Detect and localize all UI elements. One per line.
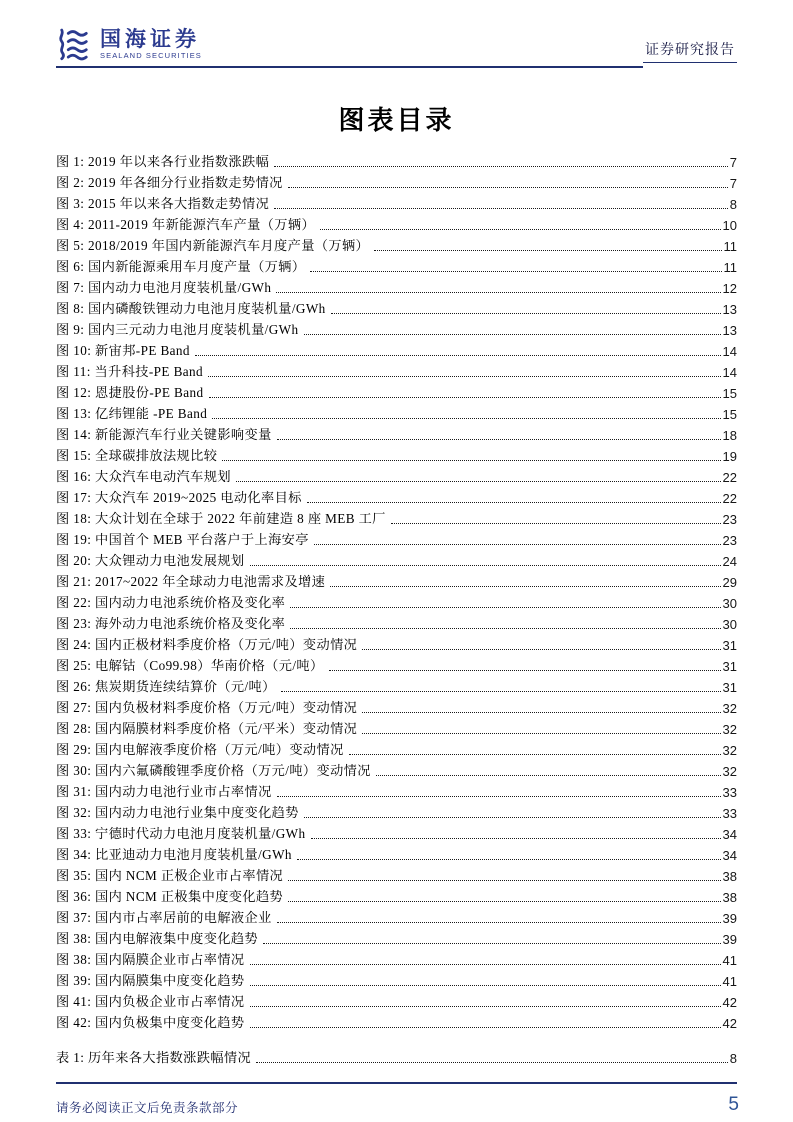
toc-entry-page: 38 [722,869,737,884]
header-rule [56,66,643,68]
toc-entry-label: 图 24: 国内正极材料季度价格（万元/吨）变动情况 [56,637,358,652]
dot-leader [311,838,721,839]
toc-entry-page: 18 [722,428,737,443]
toc-entry-page: 30 [722,596,737,611]
toc-figure-entry[interactable] [56,212,737,233]
toc-entry-page: 29 [722,575,737,590]
brand-name-cn: 国海证券 [100,27,200,51]
toc-figure-entry[interactable] [56,275,737,296]
toc-entry-page: 23 [722,533,737,548]
toc-entry-page: 12 [722,281,737,296]
toc-entry-label: 图 34: 比亚迪动力电池月度装机量/GWh [56,847,292,862]
toc-entry-page: 31 [722,659,737,674]
toc-figure-entry[interactable] [56,254,737,275]
toc-entry-page: 42 [722,995,737,1010]
toc-entry-page: 31 [722,638,737,653]
toc-section [56,149,737,1066]
toc-entry-label: 图 31: 国内动力电池行业市占率情况 [56,784,272,799]
toc-entry-label: 图 25: 电解钴（Co99.98）华南价格（元/吨） [56,658,324,673]
toc-entry-page: 41 [722,953,737,968]
dot-leader [290,607,720,608]
dot-leader [250,1027,721,1028]
footer-rule [56,1082,737,1084]
toc-entry-page: 30 [722,617,737,632]
dot-leader [374,250,721,251]
toc-figure-entry[interactable] [56,548,737,569]
toc-entry-label: 图 17: 大众汽车 2019~2025 电动化率目标 [56,490,302,505]
toc-figure-entry[interactable] [56,338,737,359]
report-type-label: 证券研究报告 [645,43,735,58]
dot-leader [288,880,720,881]
toc-figure-entry[interactable] [56,401,737,422]
toc-figure-entry[interactable] [56,968,737,989]
toc-figure-entry[interactable] [56,821,737,842]
toc-figure-entry[interactable] [56,758,737,779]
dot-leader [212,418,720,419]
toc-entry-label: 图 36: 国内 NCM 正极集中度变化趋势 [56,889,284,904]
toc-figure-entry[interactable] [56,632,737,653]
toc-entry-page: 34 [722,848,737,863]
toc-entry-page: 39 [722,911,737,926]
toc-entry-label: 图 18: 大众计划在全球于 2022 年前建造 8 座 MEB 工厂 [56,511,386,526]
toc-figure-entry[interactable] [56,464,737,485]
toc-entry-page: 22 [722,491,737,506]
dot-leader [281,691,721,692]
toc-entry-page: 23 [722,512,737,527]
toc-entry-page: 13 [722,323,737,338]
dot-leader [304,817,721,818]
footer [56,1094,739,1116]
dot-leader [362,712,720,713]
dot-leader [250,1006,721,1007]
dot-leader [277,439,721,440]
toc-entry-label: 图 28: 国内隔膜材料季度价格（元/平米）变动情况 [56,721,358,736]
toc-entry-label: 图 33: 宁德时代动力电池月度装机量/GWh [56,826,306,841]
toc-figure-entry[interactable] [56,905,737,926]
toc-entry-label: 图 29: 国内电解液季度价格（万元/吨）变动情况 [56,742,344,757]
toc-figure-entry[interactable] [56,422,737,443]
dot-leader [310,271,721,272]
toc-figure-entry[interactable] [56,485,737,506]
toc-entry-page: 22 [722,470,737,485]
toc-entry-label: 图 32: 国内动力电池行业集中度变化趋势 [56,805,299,820]
figure-list [56,149,737,1031]
toc-entry-label: 图 10: 新宙邦-PE Band [56,343,190,358]
dot-leader [290,628,720,629]
toc-entry-label: 图 20: 大众锂动力电池发展规划 [56,553,245,568]
toc-figure-entry[interactable] [56,989,737,1010]
dot-leader [222,460,720,461]
dot-leader [250,964,721,965]
toc-entry-label: 图 16: 大众汽车电动汽车规划 [56,469,231,484]
dot-leader [330,586,720,587]
dot-leader [277,796,721,797]
toc-entry-page: 32 [722,722,737,737]
toc-figure-entry[interactable] [56,149,737,170]
toc-entry-label: 图 2: 2019 年各细分行业指数走势情况 [56,175,283,190]
toc-entry-label: 图 15: 全球碳排放法规比较 [56,448,218,463]
toc-figure-entry[interactable] [56,926,737,947]
toc-entry-page: 34 [722,827,737,842]
toc-figure-entry[interactable] [56,863,737,884]
dot-leader [307,502,721,503]
disclaimer-text: 请务必阅读正文后免责条款部分 [56,1101,239,1115]
toc-entry-label: 图 8: 国内磷酸铁锂动力电池月度装机量/GWh [56,301,326,316]
toc-figure-entry[interactable] [56,737,737,758]
toc-entry-page: 14 [722,344,737,359]
toc-figure-entry[interactable] [56,506,737,527]
toc-entry-page: 38 [722,890,737,905]
toc-entry-page: 24 [722,554,737,569]
toc-entry-page: 42 [722,1016,737,1031]
toc-figure-entry[interactable] [56,359,737,380]
toc-entry-page: 31 [722,680,737,695]
page-title: 图表目录 [338,106,455,135]
toc-figure-entry[interactable] [56,716,737,737]
toc-figure-entry[interactable] [56,947,737,968]
toc-entry-page: 13 [722,302,737,317]
toc-figure-entry[interactable] [56,653,737,674]
toc-figure-entry[interactable] [56,800,737,821]
toc-table-entry[interactable] [56,1045,737,1066]
table-list [56,1045,737,1066]
toc-entry-page: 8 [729,1051,737,1066]
sealand-wave-logo-icon [56,26,92,62]
toc-entry-page: 41 [722,974,737,989]
toc-figure-entry[interactable] [56,296,737,317]
toc-entry-page: 7 [729,176,737,191]
toc-figure-entry[interactable] [56,611,737,632]
dot-leader [362,733,720,734]
toc-entry-label: 表 1: 历年来各大指数涨跌幅情况 [56,1050,252,1065]
page-number: 5 [728,1094,739,1115]
toc-entry-label: 图 11: 当升科技-PE Band [56,364,204,379]
toc-entry-label: 图 7: 国内动力电池月度装机量/GWh [56,280,272,295]
toc-entry-page: 32 [722,701,737,716]
dot-leader [297,859,721,860]
dot-leader [331,313,721,314]
toc-entry-label: 图 27: 国内负极材料季度价格（万元/吨）变动情况 [56,700,358,715]
dot-leader [195,355,721,356]
dot-leader [349,754,721,755]
toc-entry-page: 14 [722,365,737,380]
toc-entry-label: 图 42: 国内负极集中度变化趋势 [56,1015,245,1030]
toc-figure-entry[interactable] [56,380,737,401]
toc-entry-label: 图 41: 国内负极企业市占率情况 [56,994,245,1009]
toc-figure-entry[interactable] [56,569,737,590]
toc-figure-entry[interactable] [56,1010,737,1031]
dot-leader [288,901,720,902]
toc-entry-label: 图 4: 2011-2019 年新能源汽车产量（万辆） [56,217,316,232]
toc-entry-label: 图 5: 2018/2019 年国内新能源汽车月度产量（万辆） [56,238,370,253]
dot-leader [320,229,720,230]
toc-entry-label: 图 38: 国内电解液集中度变化趋势 [56,931,259,946]
toc-entry-label: 图 21: 2017~2022 年全球动力电池需求及增速 [56,574,326,589]
toc-entry-page: 39 [722,932,737,947]
toc-entry-label: 图 1: 2019 年以来各行业指数涨跌幅 [56,154,270,169]
toc-figure-entry[interactable] [56,170,737,191]
toc-figure-entry[interactable] [56,233,737,254]
toc-entry-label: 图 35: 国内 NCM 正极企业市占率情况 [56,868,284,883]
dot-leader [208,376,721,377]
toc-figure-entry[interactable] [56,317,737,338]
toc-entry-label: 图 22: 国内动力电池系统价格及变化率 [56,595,286,610]
toc-entry-page: 10 [722,218,737,233]
dot-leader [209,397,721,398]
toc-entry-label: 图 14: 新能源汽车行业关键影响变量 [56,427,272,442]
toc-entry-label: 图 12: 恩捷股份-PE Band [56,385,204,400]
toc-entry-label: 图 19: 中国首个 MEB 平台落户于上海安亭 [56,532,309,547]
dot-leader [314,544,721,545]
toc-entry-label: 图 37: 国内市占率居前的电解液企业 [56,910,272,925]
toc-entry-label: 图 6: 国内新能源乘用车月度产量（万辆） [56,259,306,274]
dot-leader [277,922,721,923]
toc-figure-entry[interactable] [56,695,737,716]
brand-logo [56,26,202,62]
brand-name-en: SEALAND SECURITIES [100,50,202,60]
toc-figure-entry[interactable] [56,884,737,905]
toc-entry-label: 图 13: 亿纬锂能 -PE Band [56,406,208,421]
brand-text [100,29,202,60]
toc-figure-entry[interactable] [56,590,737,611]
report-type-underline [643,62,737,63]
toc-entry-label: 图 23: 海外动力电池系统价格及变化率 [56,616,286,631]
toc-entry-page: 7 [729,155,737,170]
dot-leader [263,943,720,944]
header [56,26,737,68]
toc-entry-page: 11 [723,239,737,254]
toc-entry-label: 图 26: 焦炭期货连续结算价（元/吨） [56,679,276,694]
toc-entry-page: 11 [723,260,737,275]
dot-leader [288,187,728,188]
toc-entry-page: 19 [722,449,737,464]
toc-figure-entry[interactable] [56,674,737,695]
toc-entry-page: 32 [722,743,737,758]
toc-figure-entry[interactable] [56,842,737,863]
dot-leader [274,208,728,209]
dot-leader [391,523,721,524]
toc-entry-page: 33 [722,806,737,821]
toc-figure-entry[interactable] [56,527,737,548]
dot-leader [362,649,720,650]
toc-entry-page: 15 [722,407,737,422]
toc-entry-label: 图 39: 国内隔膜集中度变化趋势 [56,973,245,988]
toc-entry-label: 图 30: 国内六氟磷酸锂季度价格（万元/吨）变动情况 [56,763,371,778]
toc-figure-entry[interactable] [56,779,737,800]
dot-leader [304,334,721,335]
toc-entry-label: 图 3: 2015 年以来各大指数走势情况 [56,196,270,211]
toc-entry-page: 32 [722,764,737,779]
toc-entry-label: 图 9: 国内三元动力电池月度装机量/GWh [56,322,299,337]
toc-entry-page: 33 [722,785,737,800]
dot-leader [250,985,721,986]
toc-entry-label: 图 38: 国内隔膜企业市占率情况 [56,952,245,967]
toc-figure-entry[interactable] [56,443,737,464]
toc-figure-entry[interactable] [56,191,737,212]
dot-leader [329,670,721,671]
toc-entry-page: 8 [729,197,737,212]
dot-leader [376,775,721,776]
dot-leader [256,1062,728,1063]
dot-leader [250,565,721,566]
dot-leader [274,166,728,167]
dot-leader [236,481,721,482]
dot-leader [276,292,720,293]
toc-entry-page: 15 [722,386,737,401]
